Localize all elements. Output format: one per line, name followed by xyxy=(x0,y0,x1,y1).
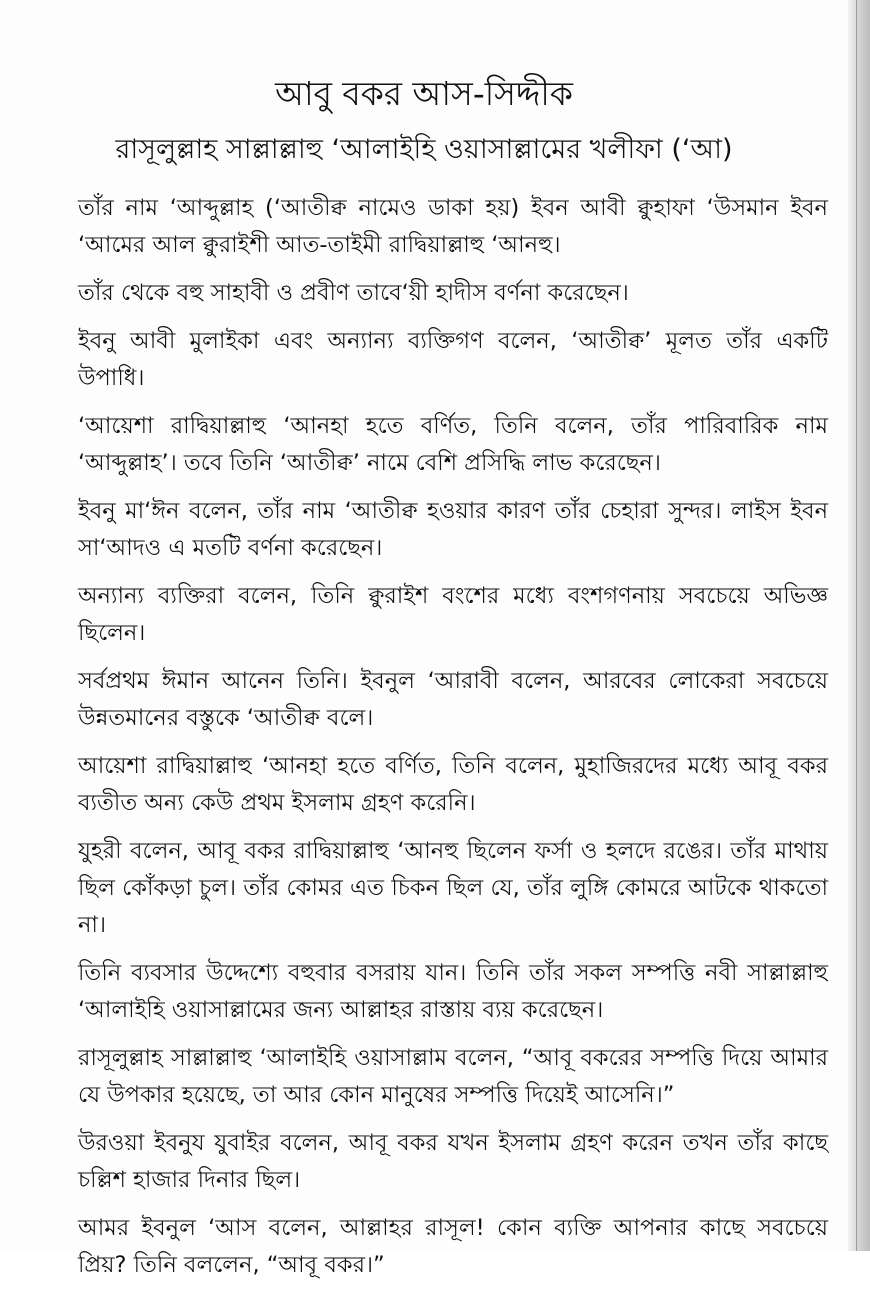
paragraph: আয়েশা রাদ্বিয়াল্লাহু ‘আনহা হতে বর্ণিত, তিনি বলেন, মুহাজিরদের মধ্যে আবূ বকর ব্যতীত অন্য কেউ প্রথম ইসলাম গ্রহণ করেনি। xyxy=(78,753,828,816)
paragraph: তাঁর থেকে বহু সাহাবী ও প্রবীণ তাবে‘য়ী হাদীস বর্ণনা করেছেন। xyxy=(78,280,629,306)
body-text xyxy=(78,190,828,1295)
paragraph: সর্বপ্রথম ঈমান আনেন তিনি। ইবনুল ‘আরাবী বলেন, আরবের লোকেরা সবচেয়ে উন্নতমানের বস্তুকে ‘আতীক্ব বলে। xyxy=(78,668,828,731)
paragraph: তাঁর নাম ‘আব্দুল্লাহ (‘আতীক্ব নামেও ডাকা হয়) ইবন আবী ক্বুহাফা ‘উসমান ইবন ‘আমের আল ক্বুরাইশী আত-তাইমী রাদ্বিয়াল্লাহু ‘আনহু। xyxy=(78,195,828,258)
paragraph: রাসূলুল্লাহ সাল্লাল্লাহু ‘আলাইহি ওয়াসাল্লাম বলেন, “আবূ বকরের সম্পত্তি দিয়ে আমার যে উপকার হয়েছে, তা আর কোন মানুষের সম্পত্তি দিয়েই আসেনি।” xyxy=(78,1045,828,1108)
paragraph: ইবনু মা‘ঈন বলেন, তাঁর নাম ‘আতীক্ব হওয়ার কারণ তাঁর চেহারা সুন্দর। লাইস ইবন সা‘আদও এ মতটি বর্ণনা করেছেন। xyxy=(78,498,828,561)
page-subtitle: রাসূলুল্লাহ সাল্লাল্লাহু ‘আলাইহি ওয়াসাল্লামের খলীফা (‘আ) xyxy=(115,134,733,165)
paragraph: ইবনু আবী মুলাইকা এবং অন্যান্য ব্যক্তিগণ বলেন, ‘আতীক্ব’ মূলত তাঁর একটি উপাধি। xyxy=(78,328,828,391)
page-binding-edge xyxy=(848,0,870,1251)
paragraph: অন্যান্য ব্যক্তিরা বলেন, তিনি ক্বুরাইশ বংশের মধ্যে বংশগণনায় সবচেয়ে অভিজ্ঞ ছিলেন। xyxy=(78,583,828,646)
paragraph: যুহরী বলেন, আবূ বকর রাদ্বিয়াল্লাহু ‘আনহু ছিলেন ফর্সা ও হলদে রঙের। তাঁর মাথায় ছিল কোঁকড়া চুল। তাঁর কোমর এত চিকন ছিল যে, তাঁর লুঙ্গি কোমরে আটকে থাকতো না। xyxy=(78,838,828,938)
paragraph: আমর ইবনুল ‘আস বলেন, আল্লাহর রাসূল! কোন ব্যক্তি আপনার কাছে সবচেয়ে প্রিয়? তিনি বললেন, “আবূ বকর।” xyxy=(78,1215,828,1278)
paragraph: ‘আয়েশা রাদ্বিয়াল্লাহু ‘আনহা হতে বর্ণিত, তিনি বলেন, তাঁর পারিবারিক নাম ‘আব্দুল্লাহ’। তবে তিনি ‘আতীক্ব’ নামে বেশি প্রসিদ্ধি লাভ করেছেন। xyxy=(78,413,828,476)
page-title: আবু বকর আস-সিদ্দীক xyxy=(275,74,573,113)
paragraph: উরওয়া ইবনুয যুবাইর বলেন, আবূ বকর যখন ইসলাম গ্রহণ করেন তখন তাঁর কাছে চল্লিশ হাজার দিনার ছিল। xyxy=(78,1130,828,1193)
paragraph: তিনি ব্যবসার উদ্দেশ্যে বহুবার বসরায় যান। তিনি তাঁর সকল সম্পত্তি নবী সাল্লাল্লাহু ‘আলাইহি ওয়াসাল্লামের জন্য আল্লাহর রাস্তায় ব্যয় করেছেন। xyxy=(78,960,828,1023)
